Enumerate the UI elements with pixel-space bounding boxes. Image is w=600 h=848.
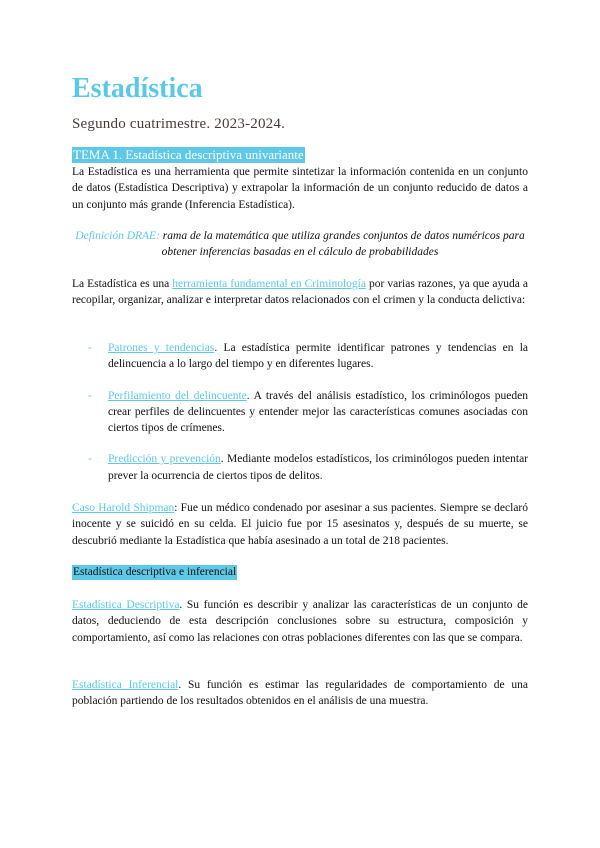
definition-text: rama de la matemática que utiliza grandes conjuntos de datos numéricos para obtener inferencias basadas en el cálculo de probabilidades	[159, 230, 525, 259]
list-item	[88, 451, 528, 484]
definition-label: Definición DRAE:	[75, 230, 160, 242]
criminology-paragraph	[72, 276, 528, 309]
inferential-text: . Su función es estimar las regularidades de comportamiento de una población partiendo de los resultados obtenidos en el análisis de una muestra.	[72, 679, 528, 708]
bullet-dash: -	[88, 342, 92, 354]
list-item	[88, 388, 528, 437]
intro-paragraph: La Estadística es una herramienta que permite sintetizar la información contenida en un conjunto de datos (Estadística Descriptiva) y extrapolar la información de un conjunto reducido de datos a un conjunto más grande (Inferencia Estadística).	[72, 166, 528, 211]
criminology-link[interactable]: herramienta fundamental en Criminología	[172, 278, 366, 290]
case-link[interactable]: Caso Harold Shipman	[72, 502, 175, 514]
list-item-term-link[interactable]: Perfilamiento del delincuente	[108, 389, 247, 402]
criminology-text-before: La Estadística es una	[72, 278, 173, 290]
descriptive-text: . Su función es describir y analizar las características de un conjunto de datos, deduciendo de esta descripción conclusiones sobre su estructura, composición y comportamiento, así como las relaciones con otras poblaciones diferentes con las que se compara.	[72, 599, 528, 644]
case-text: : Fue un médico condenado por asesinar a sus pacientes. Siempre se declaró inocente y se suicidó en su celda. El juicio fue por 15 asesinatos y, después de su muerte, se descubrió mediante la Estadística que había asesinado a un total de 218 pacientes.	[72, 502, 529, 547]
inferential-link[interactable]: Estadística Inferencial	[72, 679, 179, 691]
list-item	[88, 340, 528, 373]
case-paragraph	[72, 500, 528, 549]
list-item-term-link[interactable]: Patrones y tendencias	[108, 342, 215, 354]
list-item-text: . A través del análisis estadístico, los criminólogos pueden crear perfiles de delincuentes y entender mejor las características comunes asociadas con ciertos tipos de crímenes.	[108, 389, 528, 435]
document-title: Estadística	[72, 73, 203, 104]
descriptive-link[interactable]: Estadística Descriptiva	[72, 599, 180, 611]
inferential-paragraph	[72, 677, 528, 710]
section-heading: TEMA 1. Estadística descriptiva univariante	[73, 147, 304, 162]
list-item-text: . Mediante modelos estadísticos, los criminólogos pueden intentar prever la ocurrencia de ciertos tipos de delitos.	[108, 453, 528, 482]
list-item-term-link[interactable]: Predicción y prevención	[108, 453, 221, 466]
subsection-heading: Estadística descriptiva e inferencial	[73, 566, 237, 578]
list-item-text: . La estadística permite identificar patrones y tendencias en la delincuencia a lo largo del tiempo y en diferentes lugares.	[108, 342, 529, 371]
document-subtitle: Segundo cuatrimestre. 2023-2024.	[72, 116, 286, 132]
bullet-dash: -	[88, 453, 92, 466]
reasons-list	[88, 340, 528, 484]
bullet-dash: -	[88, 389, 92, 402]
descriptive-paragraph	[72, 597, 528, 646]
criminology-text-after: por varias razones, ya que ayuda a recopilar, organizar, analizar e interpretar datos relacionados con el crimen y la conducta delictiva:	[72, 278, 528, 307]
definition-block	[72, 228, 528, 261]
